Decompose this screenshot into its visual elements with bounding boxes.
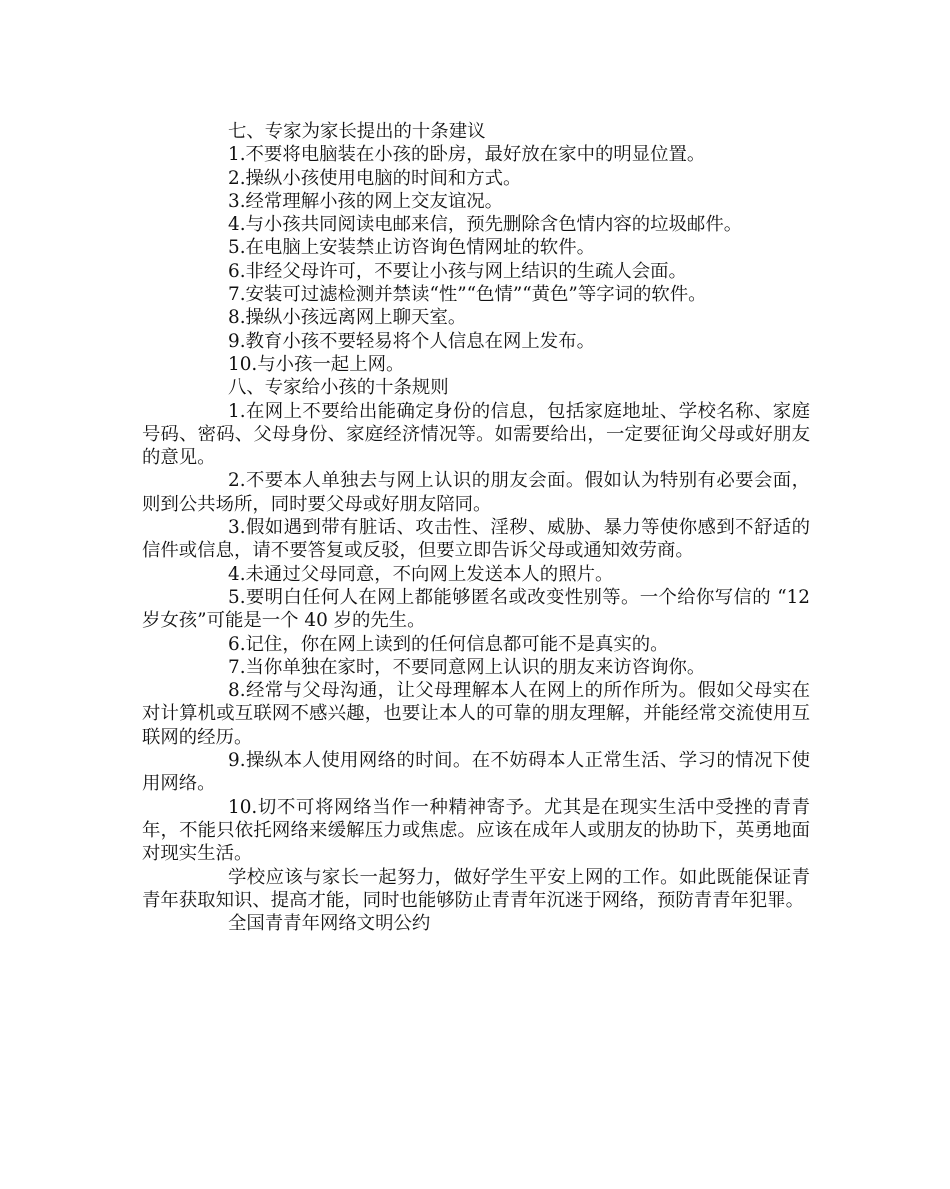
document-page	[142, 120, 810, 935]
section-heading-child-rules: 八、专家给小孩的十条规则	[228, 377, 449, 399]
rule-item-9: 9.操纵本人使用网络的时间。在不妨碍本人正常生活、学习的情况下使用网络。	[142, 750, 810, 795]
advice-item-10: 10.与小孩一起上网。	[228, 353, 405, 375]
rule-item-4: 4.未通过父母同意，不向网上发送本人的照片。	[228, 563, 614, 585]
advice-item-3: 3.经常理解小孩的网上交友谊况。	[228, 190, 504, 212]
convention-title: 全国青青年网络文明公约	[228, 913, 431, 935]
rule-item-8: 8.经常与父母沟通，让父母理解本人在网上的所作所为。假如父母实在对计算机或互联网不感兴趣，也要让本人的可靠的朋友理解，并能经常交流使用互联网的经历。	[142, 680, 810, 748]
rule-item-5: 5.要明白任何人在网上都能够匿名或改变性别等。一个给你写信的 “12 岁女孩”可能是一个 40 岁的先生。	[142, 586, 810, 632]
rule-item-1: 1.在网上不要给出能确定身份的信息，包括家庭地址、学校名称、家庭号码、密码、父母身份、家庭经济情况等。如需要给出，一定要征询父母或好朋友的意见。	[142, 400, 810, 469]
rule-item-7: 7.当你单独在家时，不要同意网上认识的朋友来访咨询你。	[228, 656, 706, 678]
closing-paragraph: 学校应该与家长一起努力，做好学生平安上网的工作。如此既能保证青青年获取知识、提高才能，同时也能够防止青青年沉迷于网络，预防青青年犯罪。	[142, 866, 810, 911]
advice-item-4: 4.与小孩共同阅读电邮来信，预先删除含色情内容的垃圾邮件。	[228, 214, 743, 236]
section-heading-parent-advice: 七、专家为家长提出的十条建议	[228, 121, 486, 142]
rule-item-2: 2.不要本人单独去与网上认识的朋友会面。假如认为特别有必要会面，则到公共场所，同时要父母或好朋友陪同。	[142, 470, 810, 515]
rule-item-10: 10.切不可将网络当作一种精神寄予。尤其是在现实生活中受挫的青青年，不能只依托网络来缓解压力或焦虑。应该在成年人或朋友的协助下，英勇地面对现实生活。	[142, 796, 810, 865]
advice-item-8: 8.操纵小孩远离网上聊天室。	[228, 307, 467, 329]
advice-item-5: 5.在电脑上安装禁止访咨询色情网址的软件。	[228, 237, 595, 259]
advice-item-1: 1.不要将电脑装在小孩的卧房，最好放在家中的明显位置。	[228, 144, 706, 166]
advice-item-6: 6.非经父母许可，不要让小孩与网上结识的生疏人会面。	[228, 260, 687, 282]
rule-item-3: 3.假如遇到带有脏话、攻击性、淫秽、威胁、暴力等使你感到不舒适的信件或信息，请不要答复或反驳，但要立即告诉父母或通知效劳商。	[142, 517, 810, 562]
advice-item-2: 2.操纵小孩使用电脑的时间和方式。	[228, 167, 522, 189]
advice-item-7: 7.安装可过滤检测并禁读“性”“色情”“黄色”等字词的软件。	[228, 284, 707, 306]
rule-item-6: 6.记住，你在网上读到的任何信息都可能不是真实的。	[228, 633, 669, 655]
advice-item-9: 9.教育小孩不要轻易将个人信息在网上发布。	[228, 330, 595, 352]
